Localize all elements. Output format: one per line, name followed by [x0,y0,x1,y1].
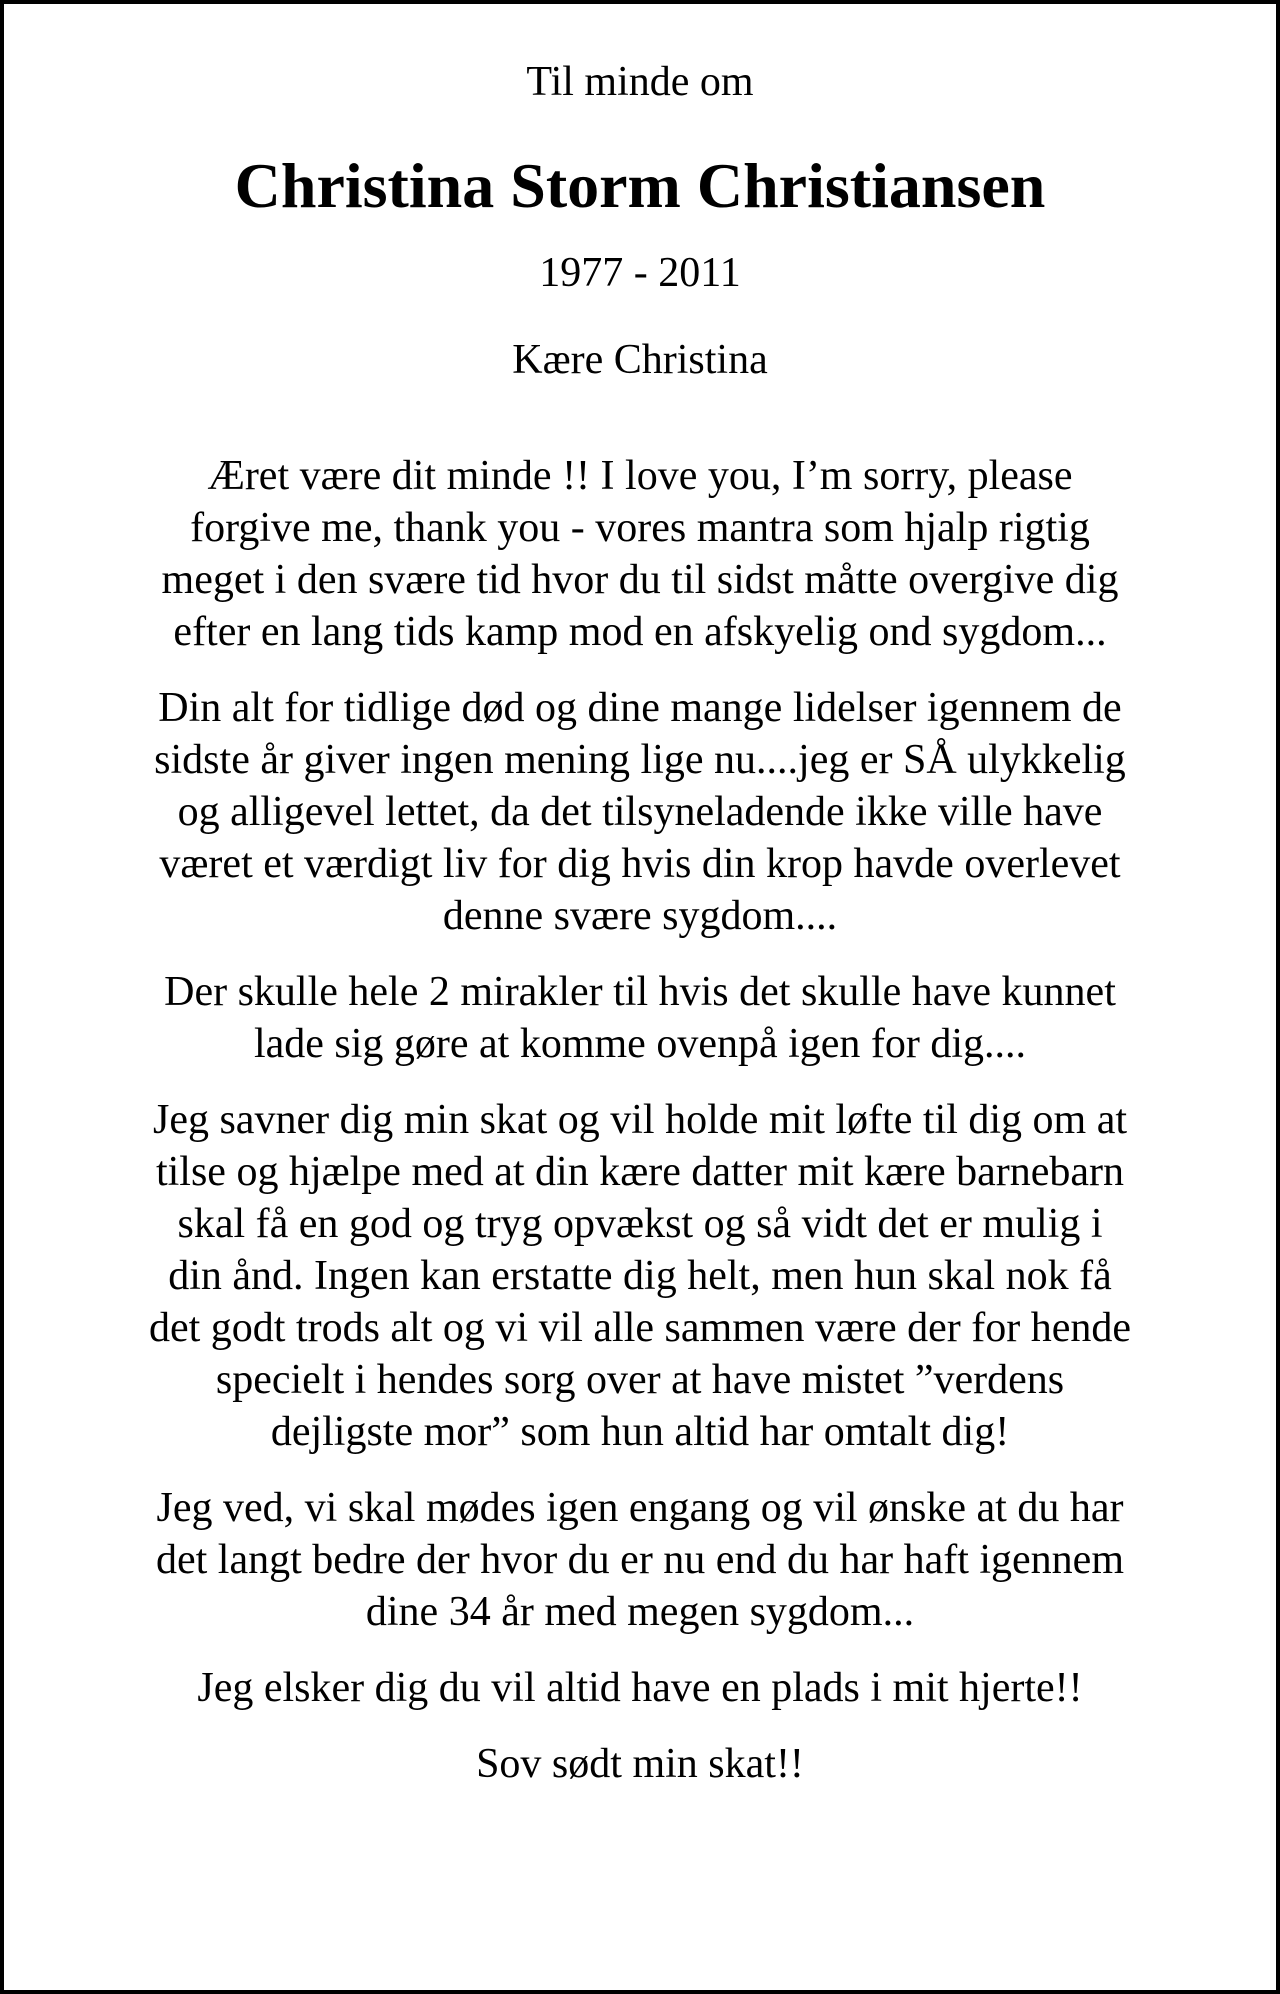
paragraph-line: det godt trods alt og vi vil alle sammen være der for hende [148,1305,1132,1351]
paragraph-line: Din alt for tidlige død og dine mange lidelser igennem de [158,685,1122,731]
paragraph-line: Jeg elsker dig du vil altid have en plads i mit hjerte!! [197,1665,1083,1711]
paragraph-line: lade sig gøre at komme ovenpå igen for dig.... [253,1021,1027,1067]
life-years: 1977 - 2011 [539,250,741,296]
message-paragraph [20,966,1260,1070]
paragraph-line: Der skulle hele 2 mirakler til hvis det skulle have kunnet [164,969,1116,1015]
paragraph-line: forgive me, thank you - vores mantra som hjalp rigtig [190,505,1090,551]
message-body [20,450,1260,1814]
message-paragraph [20,1482,1260,1638]
greeting: Kære Christina [512,337,768,383]
intro-text: Til minde om [526,59,754,105]
paragraph-line: efter en lang tids kamp mod en afskyelig ond sygdom... [173,609,1107,655]
paragraph-line: meget i den svære tid hvor du til sidst måtte overgive dig [161,557,1119,603]
message-paragraph [20,1094,1260,1458]
paragraph-line: det langt bedre der hvor du er nu end du har haft igennem [156,1537,1124,1583]
paragraph-line: sidste år giver ingen mening lige nu....jeg er SÅ ulykkelig [154,737,1126,783]
paragraph-line: skal få en god og tryg opvækst og så vidt det er mulig i [177,1201,1103,1247]
paragraph-line: Jeg savner dig min skat og vil holde mit løfte til dig om at [152,1097,1128,1143]
paragraph-line: specielt i hendes sorg over at have mistet ”verdens [215,1357,1065,1403]
paragraph-line: dejligste mor” som hun altid har omtalt dig! [270,1409,1010,1455]
paragraph-line: Sov sødt min skat!! [476,1741,804,1787]
message-paragraph [20,1738,1260,1790]
paragraph-line: tilse og hjælpe med at din kære datter mit kære barnebarn [155,1149,1125,1195]
message-paragraph [20,682,1260,942]
message-paragraph [20,450,1260,658]
paragraph-line: Jeg ved, vi skal mødes igen engang og vil ønske at du har [156,1485,1124,1531]
paragraph-line: været et værdigt liv for dig hvis din krop havde overlevet [159,841,1121,887]
message-paragraph [20,1662,1260,1714]
deceased-name: Christina Storm Christiansen [234,150,1046,221]
paragraph-line: og alligevel lettet, da det tilsyneladende ikke ville have [177,789,1103,835]
paragraph-line: dine 34 år med megen sygdom... [365,1589,915,1635]
paragraph-line: din ånd. Ingen kan erstatte dig helt, men hun skal nok få [168,1253,1112,1299]
paragraph-line: Æret være dit minde !! I love you, I’m sorry, please [207,453,1073,499]
paragraph-line: denne svære sygdom.... [442,893,838,939]
